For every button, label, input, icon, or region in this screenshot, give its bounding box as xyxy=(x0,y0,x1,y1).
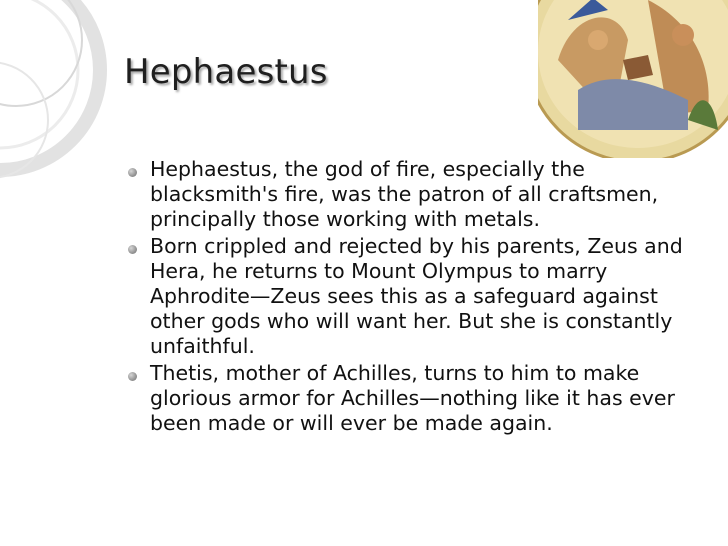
bullet-item xyxy=(122,361,707,436)
bullet-text: Thetis, mother of Achilles, turns to him to make glorious armor for Achilles—nothing like it has ever been made or will ever be made again. xyxy=(150,361,675,435)
decorative-arcs xyxy=(0,0,130,210)
bullet-item xyxy=(122,157,707,232)
bullet-text: Hephaestus, the god of fire, especially the blacksmith's fire, was the patron of all craftsmen, principally those working with metals. xyxy=(150,157,659,231)
round-bullet-icon xyxy=(128,168,137,177)
bullet-text: Born crippled and rejected by his parents, Zeus and Hera, he returns to Mount Olympus to marry Aphrodite—Zeus sees this as a safeguard against other gods who will want her. But she is constantly unfaithful. xyxy=(150,234,683,358)
round-bullet-icon xyxy=(128,245,137,254)
slide-title: Hephaestus xyxy=(124,52,328,92)
bullet-item xyxy=(122,234,707,359)
bullet-list xyxy=(122,157,707,438)
round-bullet-icon xyxy=(128,372,137,381)
hephaestus-artwork-image xyxy=(538,0,728,158)
